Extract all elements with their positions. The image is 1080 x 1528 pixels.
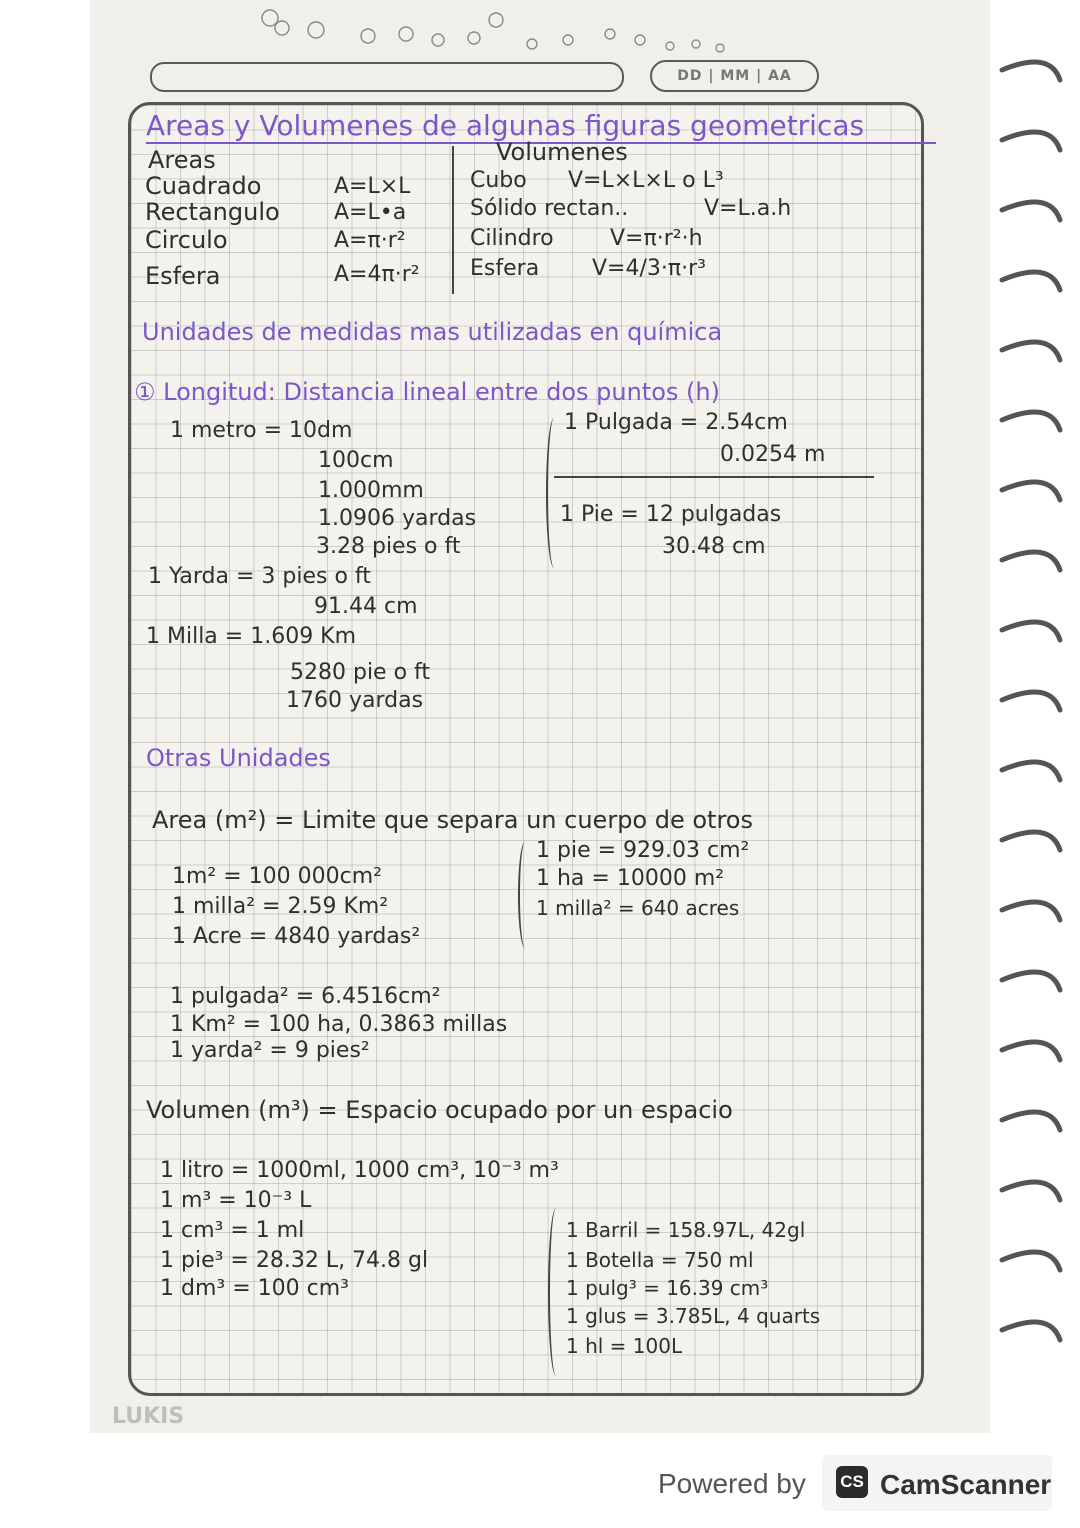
- area-formula: A=4π·r²: [334, 262, 420, 287]
- separator-line: [554, 476, 874, 478]
- flower-doodles-icon: [220, 0, 760, 62]
- metro-line: 1.000mm: [318, 478, 424, 503]
- pie-line: 30.48 cm: [662, 534, 766, 559]
- metro-line: 1 metro = 10dm: [170, 418, 353, 443]
- area-unit-line: 1 milla² = 640 acres: [536, 896, 740, 920]
- area-unit-line: 1m² = 100 000cm²: [172, 864, 382, 889]
- metro-line: 1.0906 yardas: [318, 506, 477, 531]
- volume-unit-line: 1 m³ = 10⁻³ L: [160, 1188, 312, 1213]
- metro-line: 3.28 pies o ft: [316, 534, 461, 559]
- area-definition: Area (m²) = Limite que separa un cuerpo de otros: [152, 806, 753, 834]
- milla-line: 5280 pie o ft: [290, 660, 431, 685]
- area-unit-line: 1 ha = 10000 m²: [536, 866, 725, 891]
- yarda-line: 1 Yarda = 3 pies o ft: [148, 564, 371, 589]
- date-field: DD | MM | AA: [650, 60, 819, 92]
- volume-formula: V=L×L×L o L³: [568, 168, 724, 193]
- volume-unit-line: 1 glus = 3.785L, 4 quarts: [566, 1304, 821, 1328]
- area-unit-line: 1 yarda² = 9 pies²: [170, 1038, 370, 1063]
- column-divider: [452, 146, 454, 294]
- brace: [546, 418, 562, 568]
- volume-unit-line: 1 litro = 1000ml, 1000 cm³, 10⁻³ m³: [160, 1158, 559, 1183]
- pulgada-line: 1 Pulgada = 2.54cm: [564, 410, 788, 435]
- pulgada-line: 0.0254 m: [720, 442, 826, 467]
- milla-line: 1 Milla = 1.609 Km: [146, 624, 357, 649]
- volume-unit-line: 1 Barril = 158.97L, 42gl: [566, 1218, 806, 1242]
- area-name: Esfera: [145, 262, 221, 290]
- area-unit-line: 1 milla² = 2.59 Km²: [172, 894, 389, 919]
- volume-definition: Volumen (m³) = Espacio ocupado por un espacio: [146, 1096, 733, 1124]
- pie-line: 1 Pie = 12 pulgadas: [560, 502, 782, 527]
- area-formula: A=π·r²: [334, 228, 406, 253]
- volume-unit-line: 1 dm³ = 100 cm³: [160, 1276, 349, 1301]
- title-bar: [150, 62, 624, 92]
- volume-unit-line: 1 Botella = 750 ml: [566, 1248, 754, 1272]
- volume-formula: V=4/3·π·r³: [592, 256, 706, 281]
- volume-unit-line: 1 cm³ = 1 ml: [160, 1218, 305, 1243]
- brand-logo: LUKIS: [112, 1404, 185, 1429]
- camscanner-name: CamScanner: [880, 1469, 1052, 1500]
- page-title: Areas y Volumenes de algunas figuras geometricas: [146, 109, 865, 142]
- volume-unit-line: 1 pulg³ = 16.39 cm³: [566, 1276, 769, 1300]
- yarda-line: 91.44 cm: [314, 594, 418, 619]
- camscanner-logo-icon: CS: [836, 1466, 868, 1498]
- volume-name: Cilindro: [470, 226, 554, 251]
- volumes-heading: Volumenes: [496, 138, 628, 166]
- metro-line: 100cm: [318, 448, 394, 473]
- notebook-page: [90, 0, 990, 1433]
- units-heading: Unidades de medidas mas utilizadas en química: [142, 318, 723, 346]
- area-formula: A=L•a: [334, 200, 407, 225]
- areas-heading: Areas: [148, 146, 216, 174]
- volume-name: Esfera: [470, 256, 540, 281]
- area-name: Circulo: [145, 226, 228, 254]
- volume-unit-line: 1 pie³ = 28.32 L, 74.8 gl: [160, 1248, 429, 1273]
- area-unit-line: 1 pulgada² = 6.4516cm²: [170, 984, 441, 1009]
- brace: [548, 1208, 564, 1376]
- area-unit-line: 1 pie = 929.03 cm²: [536, 838, 750, 863]
- area-unit-line: 1 Km² = 100 ha, 0.3863 millas: [170, 1012, 508, 1037]
- area-name: Cuadrado: [145, 172, 262, 200]
- area-unit-line: 1 Acre = 4840 yardas²: [172, 924, 421, 949]
- volume-name: Cubo: [470, 168, 527, 193]
- volume-formula: V=π·r²·h: [610, 226, 703, 251]
- area-formula: A=L×L: [334, 174, 411, 199]
- brace: [518, 842, 532, 948]
- volume-name: Sólido rectan..: [470, 196, 629, 221]
- powered-by-label: Powered by: [658, 1468, 806, 1499]
- area-name: Rectangulo: [145, 198, 280, 226]
- volume-formula: V=L.a.h: [704, 196, 792, 221]
- milla-line: 1760 yardas: [286, 688, 424, 713]
- spiral-binding-icon: [990, 40, 1080, 1440]
- otras-heading: Otras Unidades: [146, 744, 331, 772]
- volume-unit-line: 1 hl = 100L: [566, 1334, 683, 1358]
- longitud-heading: ① Longitud: Distancia lineal entre dos puntos (h): [134, 378, 720, 406]
